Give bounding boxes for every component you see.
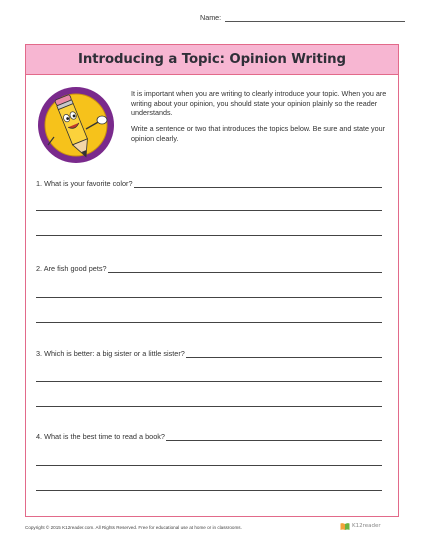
pencil-mascot-icon [36, 85, 116, 165]
open-book-icon [340, 522, 350, 531]
question-text: 2. Are fish good pets? [36, 264, 107, 273]
worksheet-frame [25, 44, 399, 517]
answer-line[interactable] [186, 350, 382, 358]
copyright-footer: Copyright © 2015 K12reader.com. All Rights Reserved. Free for educational use at home or in classrooms. [25, 525, 242, 530]
title-bar [26, 45, 398, 75]
question-text: 1. What is your favorite color? [36, 179, 133, 188]
name-label: Name: [200, 13, 222, 22]
name-field[interactable] [200, 8, 405, 22]
question-block [36, 429, 382, 491]
question-block [36, 176, 382, 236]
answer-line[interactable] [108, 265, 382, 273]
answer-line[interactable] [36, 465, 382, 466]
name-line[interactable] [225, 13, 405, 22]
answer-line[interactable] [36, 297, 382, 298]
answer-line[interactable] [36, 406, 382, 407]
question-block [36, 346, 382, 407]
answer-line[interactable] [36, 490, 382, 491]
answer-line[interactable] [36, 210, 382, 211]
intro-paragraph: It is important when you are writing to clearly introduce your topic. When you are writing about your opinion, you should state your opinion plainly so the reader understands. [131, 89, 387, 118]
question-text: 4. What is the best time to read a book? [36, 432, 165, 441]
answer-line[interactable] [36, 381, 382, 382]
page-title: Introducing a Topic: Opinion Writing [78, 52, 346, 67]
answer-line[interactable] [36, 235, 382, 236]
instruction-paragraph: Write a sentence or two that introduces the topics below. Be sure and state your opinion clearly. [131, 124, 385, 143]
answer-line[interactable] [166, 433, 382, 441]
logo-text: K12reader [352, 523, 381, 529]
answer-line[interactable] [134, 180, 382, 188]
question-text: 3. Which is better: a big sister or a little sister? [36, 349, 185, 358]
intro-text [131, 89, 393, 150]
question-block [36, 261, 382, 323]
k12reader-logo [340, 520, 400, 532]
answer-line[interactable] [36, 322, 382, 323]
